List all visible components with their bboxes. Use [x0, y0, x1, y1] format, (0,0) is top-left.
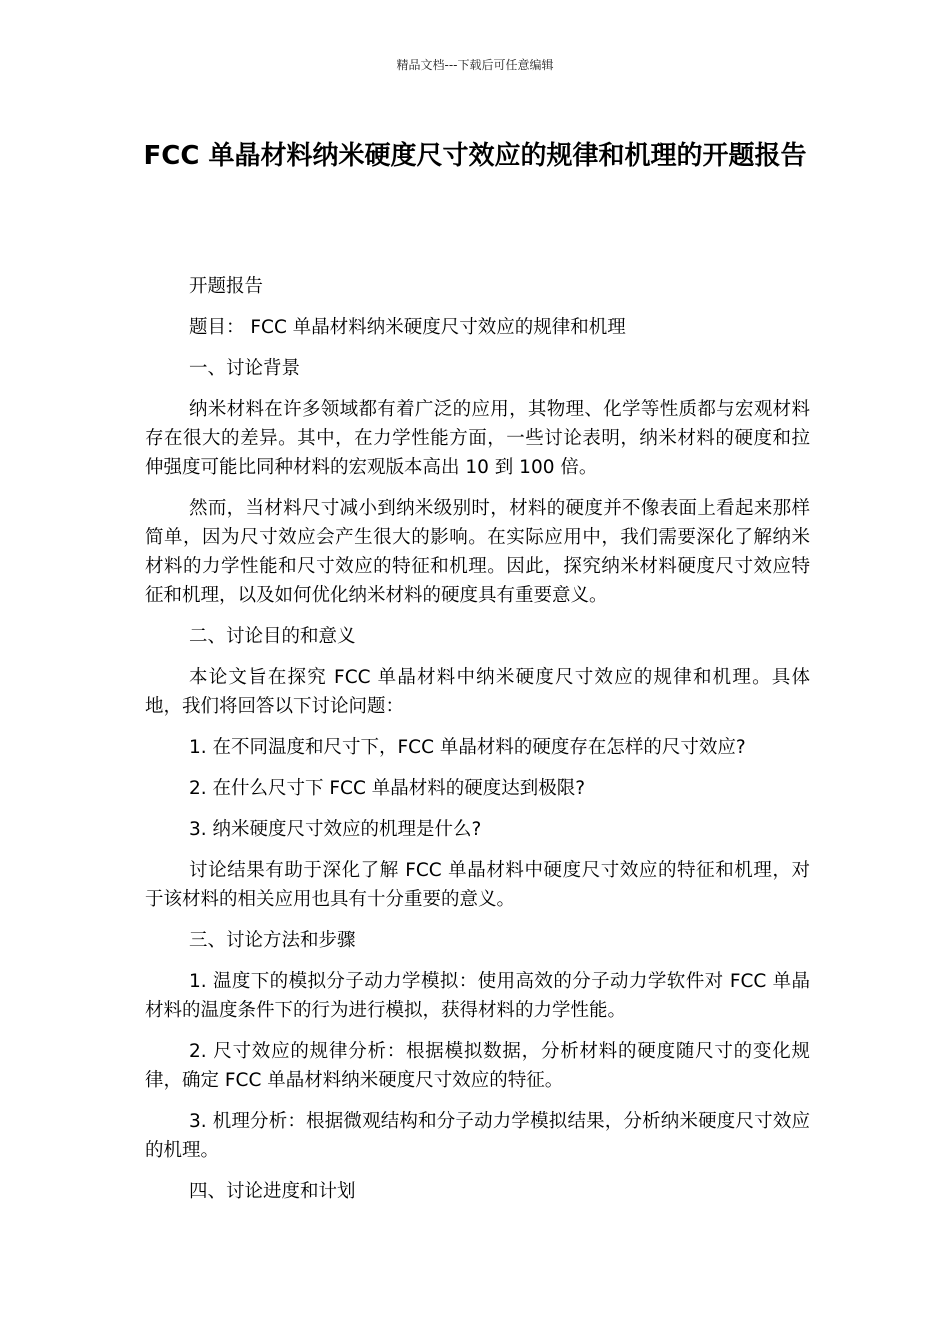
paragraph-purpose: 本论文旨在探究 FCC 单晶材料中纳米硬度尺寸效应的规律和机理。具体地，我们将回答以下讨论问题：: [145, 667, 810, 717]
document-body: [145, 272, 810, 1218]
list-item-question-3: 3. 纳米硬度尺寸效应的机理是什么?: [189, 819, 482, 840]
paragraph-background-2: 然而，当材料尺寸减小到纳米级别时，材料的硬度并不像表面上看起来那样简单，因为尺寸效应会产生很大的影响。在实际应用中，我们需要深化了解纳米材料的力学性能和尺寸效应的特征和机理。因此，探究纳米材料硬度尺寸效应特征和机理，以及如何优化纳米材料的硬度具有重要意义。: [145, 498, 810, 606]
list-item-question-1: 1. 在不同温度和尺寸下，FCC 单晶材料的硬度存在怎样的尺寸效应?: [189, 737, 746, 758]
paragraph-background-1: 纳米材料在许多领域都有着广泛的应用，其物理、化学等性质都与宏观材料存在很大的差异。其中，在力学性能方面，一些讨论表明，纳米材料的硬度和拉伸强度可能比同种材料的宏观版本高出 10 到 100 倍。: [145, 399, 810, 478]
header-note: 精品文档---下载后可任意编辑: [396, 58, 554, 72]
list-item-method-1: 1. 温度下的模拟分子动力学模拟：使用高效的分子动力学软件对 FCC 单晶材料的温度条件下的行为进行模拟，获得材料的力学性能。: [145, 971, 810, 1021]
section-heading-methods: 三、讨论方法和步骤: [189, 930, 356, 951]
section-heading-schedule: 四、讨论进度和计划: [189, 1181, 356, 1202]
paragraph-significance: 讨论结果有助于深化了解 FCC 单晶材料中硬度尺寸效应的特征和机理，对于该材料的相关应用也具有十分重要的意义。: [145, 860, 810, 910]
section-heading-background: 一、讨论背景: [189, 358, 301, 379]
paragraph-topic: 题目： FCC 单晶材料纳米硬度尺寸效应的规律和机理: [189, 317, 626, 338]
section-heading-purpose: 二、讨论目的和意义: [189, 626, 356, 647]
list-item-question-2: 2. 在什么尺寸下 FCC 单晶材料的硬度达到极限?: [189, 778, 586, 799]
list-item-method-2: 2. 尺寸效应的规律分析：根据模拟数据，分析材料的硬度随尺寸的变化规律，确定 FCC 单晶材料纳米硬度尺寸效应的特征。: [145, 1041, 810, 1091]
paragraph-report-label: 开题报告: [189, 276, 264, 297]
list-item-method-3: 3. 机理分析：根据微观结构和分子动力学模拟结果，分析纳米硬度尺寸效应的机理。: [145, 1111, 810, 1161]
document-title: FCC 单晶材料纳米硬度尺寸效应的规律和机理的开题报告: [143, 141, 807, 171]
